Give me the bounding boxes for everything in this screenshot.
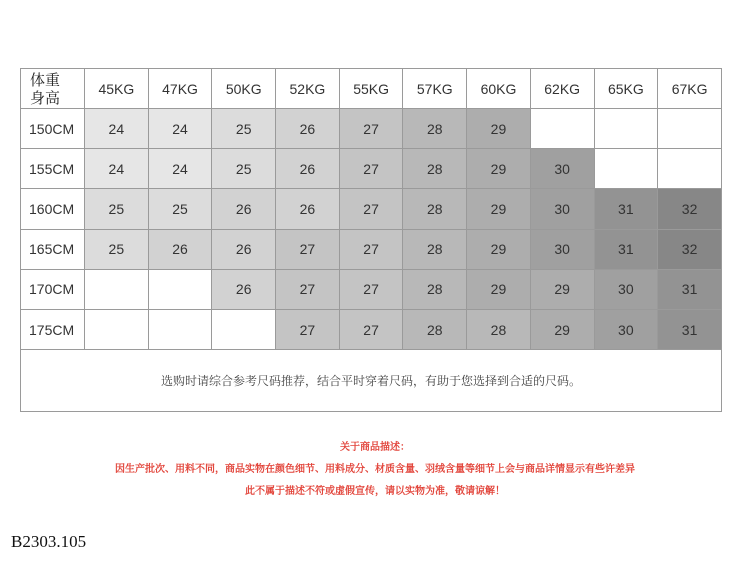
size-cell: 30: [594, 309, 658, 349]
size-cell: [594, 109, 658, 149]
size-cell: 27: [339, 229, 403, 269]
weight-header: 67KG: [658, 69, 722, 109]
size-cell: 26: [276, 109, 340, 149]
size-cell: 27: [276, 309, 340, 349]
size-cell: 27: [276, 269, 340, 309]
header-row: [21, 69, 722, 109]
size-cell: [530, 109, 594, 149]
size-cell: 28: [403, 309, 467, 349]
size-cell: 30: [530, 149, 594, 189]
size-cell: 28: [467, 309, 531, 349]
size-cell: 28: [403, 109, 467, 149]
height-label: 170CM: [21, 269, 85, 309]
size-cell: 29: [467, 269, 531, 309]
size-cell: 30: [530, 229, 594, 269]
size-cell: 31: [594, 189, 658, 229]
size-note: 选购时请综合参考尺码推荐，结合平时穿着尺码，有助于您选择到合适的尺码。: [21, 350, 722, 412]
weight-header: 55KG: [339, 69, 403, 109]
corner-height-label: 身高: [30, 88, 61, 107]
size-cell: [148, 269, 212, 309]
weight-header: 52KG: [276, 69, 340, 109]
height-label: 150CM: [21, 109, 85, 149]
size-cell: 28: [403, 189, 467, 229]
description-title: 关于商品描述：: [340, 442, 410, 453]
weight-header: 60KG: [467, 69, 531, 109]
weight-header: 50KG: [212, 69, 276, 109]
size-cell: 29: [467, 149, 531, 189]
size-cell: 26: [148, 229, 212, 269]
size-cell: [658, 149, 722, 189]
size-cell: [148, 309, 212, 349]
size-cell: 29: [530, 309, 594, 349]
size-cell: 26: [212, 229, 276, 269]
size-cell: [212, 309, 276, 349]
size-row: [21, 149, 722, 189]
size-cell: 26: [212, 269, 276, 309]
size-cell: 24: [148, 149, 212, 189]
size-row: [21, 309, 722, 349]
size-cell: 27: [339, 269, 403, 309]
weight-header: 65KG: [594, 69, 658, 109]
size-cell: 25: [212, 109, 276, 149]
size-chart-table: [20, 68, 722, 412]
size-cell: [658, 109, 722, 149]
corner-weight-label: 体重: [30, 70, 61, 89]
size-cell: 24: [148, 109, 212, 149]
product-code: B2303.105: [11, 532, 87, 551]
size-cell: 25: [212, 149, 276, 189]
weight-header: 45KG: [85, 69, 149, 109]
size-cell: [594, 149, 658, 189]
size-cell: 26: [276, 149, 340, 189]
size-cell: 27: [339, 309, 403, 349]
height-label: 165CM: [21, 229, 85, 269]
size-cell: 25: [85, 229, 149, 269]
size-cell: 27: [339, 149, 403, 189]
size-cell: 32: [658, 189, 722, 229]
size-row: [21, 109, 722, 149]
size-cell: 31: [658, 269, 722, 309]
size-cell: 29: [467, 189, 531, 229]
size-cell: 25: [85, 189, 149, 229]
corner-header: [21, 69, 85, 109]
size-row: [21, 269, 722, 309]
description-line-1: 因生产批次、用料不同，商品实物在颜色细节、用料成分、材质含量、羽绒含量等细节上会与商品详情显示有些许差异: [115, 464, 635, 475]
height-label: 175CM: [21, 309, 85, 349]
weight-header: 57KG: [403, 69, 467, 109]
size-cell: 28: [403, 269, 467, 309]
size-cell: 24: [85, 149, 149, 189]
size-cell: 29: [530, 269, 594, 309]
height-label: 155CM: [21, 149, 85, 189]
size-cell: 31: [658, 309, 722, 349]
weight-header: 62KG: [530, 69, 594, 109]
size-cell: 32: [658, 229, 722, 269]
size-cell: 29: [467, 229, 531, 269]
size-cell: 28: [403, 229, 467, 269]
size-row: [21, 189, 722, 229]
size-cell: 25: [148, 189, 212, 229]
size-cell: 24: [85, 109, 149, 149]
size-cell: 29: [467, 109, 531, 149]
size-cell: 27: [339, 189, 403, 229]
size-row: [21, 229, 722, 269]
size-cell: 28: [403, 149, 467, 189]
size-cell: 30: [530, 189, 594, 229]
size-cell: [85, 269, 149, 309]
size-cell: 26: [212, 189, 276, 229]
height-label: 160CM: [21, 189, 85, 229]
size-cell: 30: [594, 269, 658, 309]
size-cell: 27: [276, 229, 340, 269]
size-cell: 31: [594, 229, 658, 269]
size-cell: 27: [339, 109, 403, 149]
note-row: [21, 350, 722, 412]
weight-header: 47KG: [148, 69, 212, 109]
size-cell: [85, 309, 149, 349]
size-cell: 26: [276, 189, 340, 229]
description-line-2: 此不属于描述不符或虚假宣传，请以实物为准，敬请谅解！: [245, 486, 505, 497]
